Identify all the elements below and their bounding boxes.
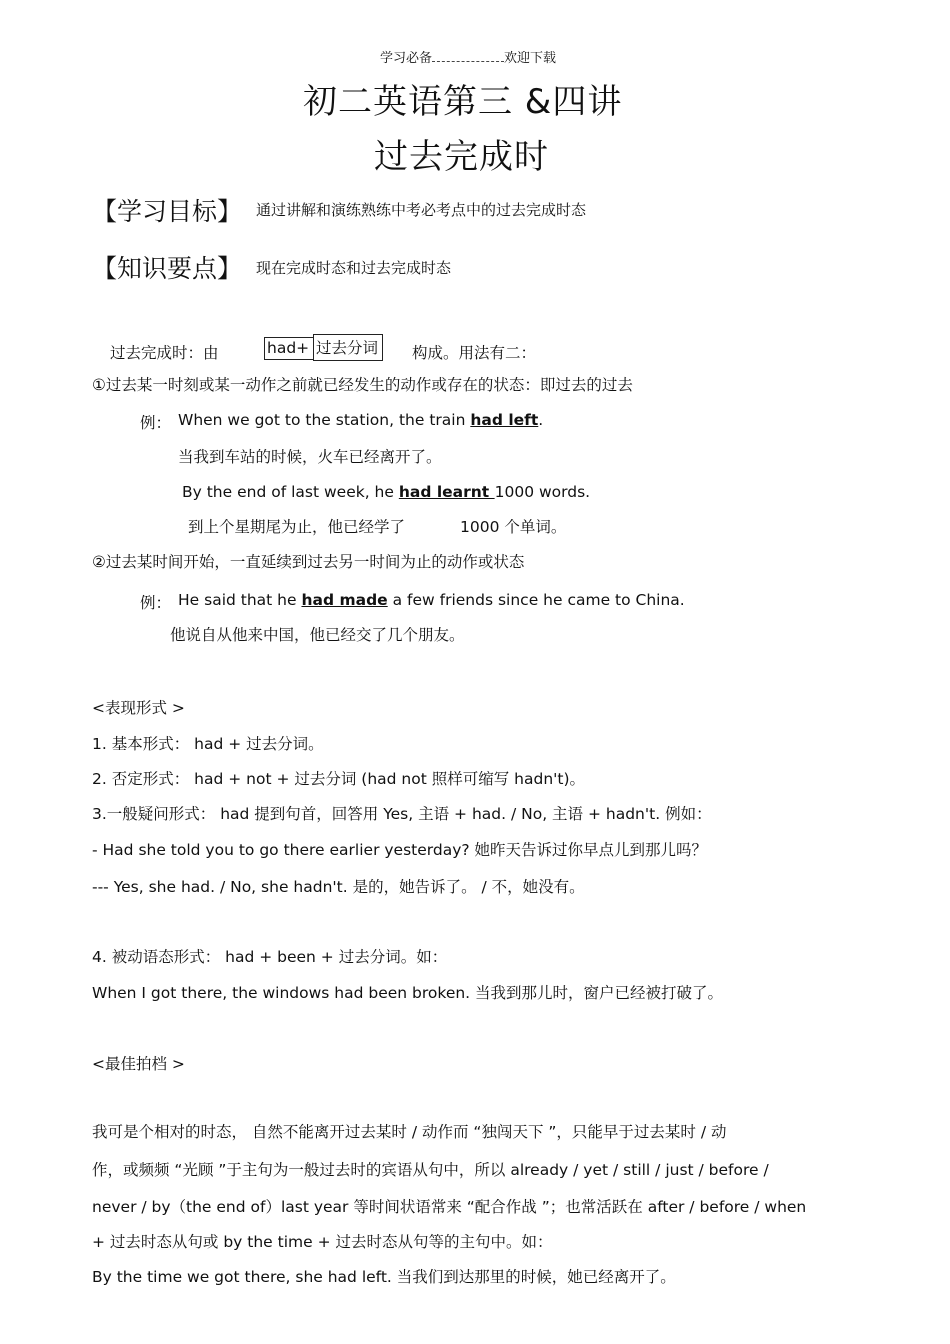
forms-item-3: 3.一般疑问形式： had 提到句首，回答用 Yes, 主语 + had. / No, 主语 + hadn't. 例如： [92,805,712,823]
usage2-heading: ②过去某时间开始，一直延续到过去另一时间为止的动作或状态 [92,553,525,571]
title-line-1: 初二英语第三 &四讲 [303,82,623,122]
header-right: 欢迎下载 [504,51,557,66]
definition-box-had: had+ [264,337,314,360]
usage1-heading: ①过去某一时刻或某一动作之前就已经发生的动作或存在的状态：即过去的过去 [92,376,633,394]
ex1-highlight: had left [470,411,539,429]
definition-box-participle: 过去分词 [313,334,383,361]
usage1-example1-chinese: 当我到车站的时候，火车已经离开了。 [178,448,442,466]
usage1-example-marker: 例： [140,414,172,432]
forms-item-4-example: When I got there, the windows had been broken. 当我到那儿时，窗户已经被打破了。 [92,984,724,1002]
forms-question: - Had she told you to go there earlier yesterday? 她昨天告诉过你早点儿到那儿吗？ [92,841,708,859]
partners-line-2: 作，或频频 “光顾 ”于主句为一般过去时的宾语从句中，所以 already / yet / still / just / before / [92,1161,769,1179]
usage1-example2-chinese-b: 1000 个单词。 [460,518,567,536]
ex2-text-c: 1000 words. [494,483,591,501]
title-line-2: 过去完成时 [374,137,549,177]
ex3-highlight: had made [301,591,388,609]
points-text: 现在完成时态和过去完成时态 [256,259,452,277]
partners-line-4: + 过去时态从句或 by the time + 过去时态从句等的主句中。如： [92,1233,553,1251]
usage2-example-chinese: 他说自从他来中国，他已经交了几个朋友。 [170,626,465,644]
forms-item-2: 2. 否定形式： had + not + 过去分词 (had not 照样可缩写 hadn't)。 [92,770,586,788]
forms-item-4: 4. 被动语态形式： had + been + 过去分词。如： [92,948,448,966]
partners-line-3: never / by（the end of）last year 等时间状语常来 “配合作战 ”；也常活跃在 after / before / when [92,1198,807,1216]
usage1-example2-chinese-a: 到上个星期尾为止，他已经学了 [188,518,406,536]
ex1-text-c: . [538,411,544,429]
usage1-example1-english [178,411,543,429]
header-dashed-line [432,49,504,62]
ex1-text-a: When we got to the station, the train [178,411,471,429]
ex3-text-a: He said that he [178,591,302,609]
usage2-example-marker: 例： [140,594,172,612]
points-label: 【知识要点】 [92,254,243,283]
ex2-highlight: had learnt [398,483,495,501]
partners-heading: <最佳拍档 > [92,1055,185,1073]
definition-suffix: 构成。用法有二： [412,344,537,362]
forms-item-1: 1. 基本形式： had + 过去分词。 [92,735,324,753]
partners-line-1: 我可是个相对的时态， 自然不能离开过去某时 / 动作而 “独闯天下 ”，只能早于过去某时 / 动 [92,1123,727,1141]
partners-line-5: By the time we got there, she had left. 当我们到达那里的时候，她已经离开了。 [92,1268,676,1286]
usage2-example-english [178,591,685,609]
header-left: 学习必备 [380,51,433,66]
page-header [380,47,556,66]
usage1-example2-english [182,483,590,501]
ex3-text-c: a few friends since he came to China. [387,591,685,609]
goal-label: 【学习目标】 [92,197,243,226]
forms-answer: --- Yes, she had. / No, she hadn't. 是的，她告诉了。 / 不，她没有。 [92,878,585,896]
ex2-text-a: By the end of last week, he [182,483,399,501]
definition-prefix: 过去完成时：由 [110,344,219,362]
forms-heading: <表现形式 > [92,699,185,717]
goal-text: 通过讲解和演练熟练中考必考点中的过去完成时态 [256,201,587,219]
